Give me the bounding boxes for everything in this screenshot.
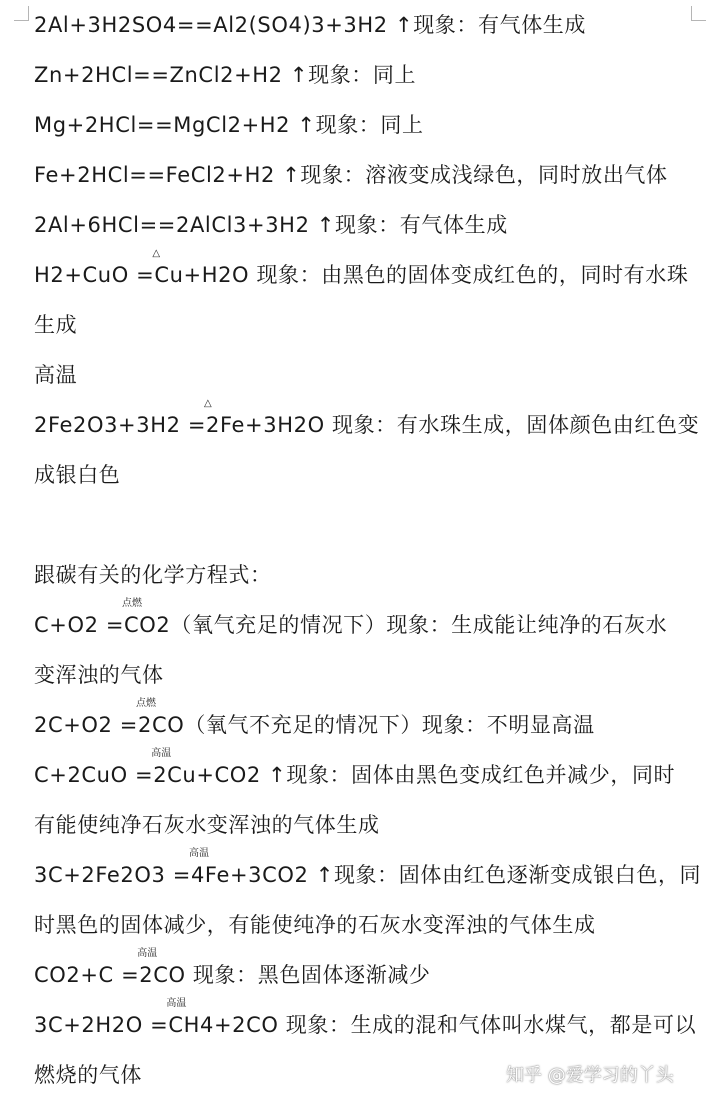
equation-line-5: 2Al+6HCl==2AlCl3+3H2 ↑现象：有气体生成: [34, 213, 508, 237]
heat-condition-mark: △: [204, 398, 212, 409]
continuation-line: 成银白色: [34, 463, 121, 487]
equation-line-4: Fe+2HCl==FeCl2+H2 ↑现象：溶液变成浅绿色，同时放出气体: [34, 163, 668, 187]
equation-left: H2+CuO =: [34, 263, 155, 287]
high-temp-condition-mark: 高温: [188, 848, 209, 859]
watermark: 知乎 @爱学习的丫头: [506, 1065, 674, 1086]
equation-right-with-condition: [151, 748, 676, 788]
ignition-condition-mark: 点燃: [135, 698, 156, 709]
equation-line-8: [34, 598, 668, 638]
equation-left: 2C+O2 =: [34, 713, 138, 737]
equation-line-7: [34, 398, 700, 438]
equation-line-6: [34, 248, 689, 288]
equation-line-9: [34, 698, 595, 738]
equation-right: Cu+H2O 现象：由黑色的固体变成红色的，同时有水珠: [154, 263, 689, 287]
equation-right: 2CO（氧气不充足的情况下）现象：不明显高温: [137, 713, 595, 737]
equation-line-11: [34, 848, 702, 888]
equation-right: 2Cu+CO2 ↑现象：固体由黑色变成红色并减少，同时: [153, 763, 676, 787]
continuation-line: 燃烧的气体: [34, 1063, 142, 1087]
equation-right: CH4+2CO 现象：生成的混和气体叫水煤气，都是可以: [168, 1013, 697, 1037]
continuation-line: 时黑色的固体减少，有能使纯净的石灰水变浑浊的气体生成: [34, 913, 596, 937]
continuation-line: 变浑浊的气体: [34, 663, 164, 687]
equation-left: C+O2 =: [34, 613, 125, 637]
equation-line-12: [34, 948, 431, 988]
equation-left: CO2+C =: [34, 963, 140, 987]
equation-line-3: Mg+2HCl==MgCl2+H2 ↑现象：同上: [34, 113, 424, 137]
ignition-condition-mark: 点燃: [122, 598, 143, 609]
equation-right-with-condition: [135, 698, 595, 738]
high-temp-condition-mark: 高温: [151, 748, 172, 759]
equation-right-with-condition: [122, 598, 668, 638]
high-temp-condition-mark: 高温: [166, 998, 187, 1009]
equation-right-with-condition: [188, 848, 702, 888]
equation-right-with-condition: [152, 248, 689, 288]
equation-left: 2Fe2O3+3H2 =: [34, 413, 207, 437]
page-corner-mark: [14, 6, 29, 21]
condition-label: 高温: [34, 363, 78, 387]
equation-line-13: [34, 998, 697, 1038]
heat-condition-mark: △: [152, 248, 161, 259]
equation-right-with-condition: [137, 948, 431, 988]
equation-line-2: Zn+2HCl==ZnCl2+H2 ↑现象：同上: [34, 63, 417, 87]
equation-right: 4Fe+3CO2 ↑现象：固体由红色逐渐变成银白色，同: [190, 863, 702, 887]
equation-right: 2CO 现象：黑色固体逐渐减少: [139, 963, 431, 987]
continuation-line: 有能使纯净石灰水变浑浊的气体生成: [34, 813, 380, 837]
equation-right: CO2（氧气充足的情况下）现象：生成能让纯净的石灰水: [124, 613, 668, 637]
equation-left: 3C+2Fe2O3 =: [34, 863, 191, 887]
equation-right-with-condition: [204, 398, 700, 438]
equation-left: 3C+2H2O =: [34, 1013, 169, 1037]
equation-left: C+2CuO =: [34, 763, 154, 787]
high-temp-condition-mark: 高温: [137, 948, 158, 959]
continuation-line: 生成: [34, 313, 78, 337]
equation-line-10: [34, 748, 676, 788]
page-corner-mark: [691, 6, 706, 21]
equation-line-1: 2Al+3H2SO4==Al2(SO4)3+3H2 ↑现象：有气体生成: [34, 13, 586, 37]
equation-right-with-condition: [166, 998, 697, 1038]
section-heading: 跟碳有关的化学方程式：: [34, 563, 272, 587]
equation-right: 2Fe+3H2O 现象：有水珠生成，固体颜色由红色变: [206, 413, 700, 437]
